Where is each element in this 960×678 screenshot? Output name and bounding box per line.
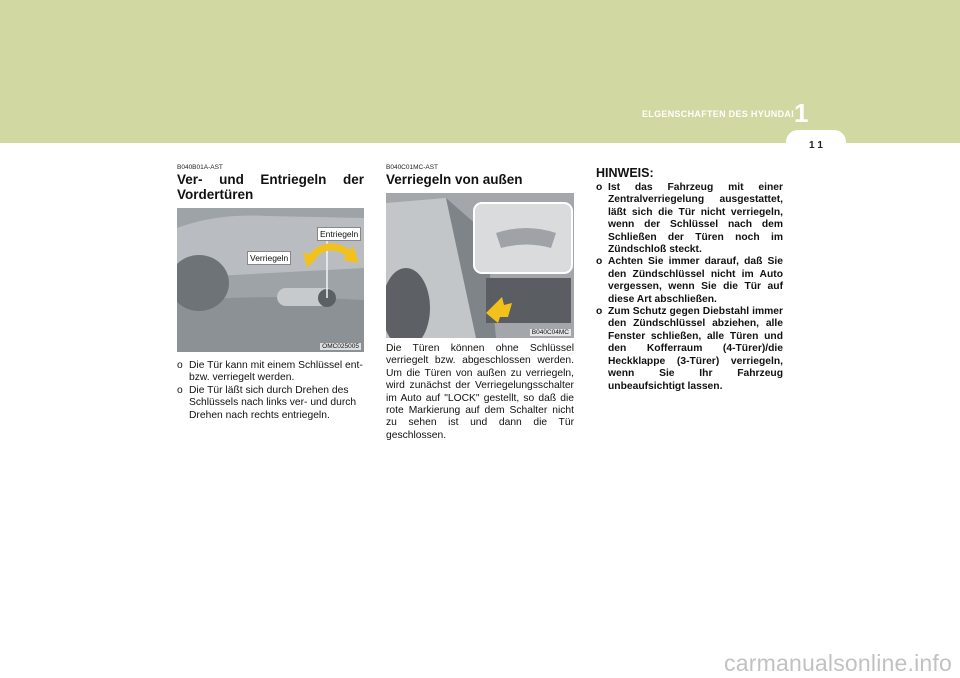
list-item: o Ist das Fahrzeug mit einer Zentralverriegelung ausgestattet, läßt sich die Tür nicht verriegeln, wenn der Schlüssel nach dem Schließen der Türen noch im Zündschloß steckt. <box>596 182 783 256</box>
note-title: HINWEIS: <box>596 166 654 180</box>
label-entriegeln: Entriegeln <box>317 227 361 241</box>
image-code: B040C04MC <box>531 329 569 336</box>
image-code: OMC025005 <box>322 343 359 350</box>
body-paragraph: Die Türen können ohne Schlüssel verriegelt bzw. abgeschlossen werden. Um die Türen von außen zu verriegeln, wird zunächst der Verriegelungsschalter im Auto auf "LOCK" gestellt, so daß die rote Markierung auf dem Schalter nicht zu sehen ist und dann die Tür geschlossen. <box>386 343 574 441</box>
section-code: B040B01A-AST <box>177 164 223 171</box>
bullet-list <box>177 360 364 422</box>
section-heading: Ver- und Entriegeln der Vordertüren <box>177 172 364 202</box>
column-front-doors <box>177 164 364 422</box>
door-lock-illustration <box>177 208 364 352</box>
page-number: 1 1 <box>809 140 823 151</box>
list-item: o Die Tür kann mit einem Schlüssel ent- bzw. verriegelt werden. <box>177 360 363 384</box>
list-item: o Zum Schutz gegen Diebstahl immer den Zündschlüssel abziehen, alle Fenster schließen, alle Türen und den Kofferraum (4-Türer)/die Heckklappe (3-Türer) verriegeln, wenn Sie Ihr Fahrzeug unbeaufsichtigt lassen. <box>596 306 783 392</box>
list-item: o Die Tür läßt sich durch Drehen des Schlüssels nach links ver- und durch Drehen nach rechts entriegeln. <box>177 384 357 421</box>
door-switch-image <box>386 193 574 338</box>
chapter-number: 1 <box>794 98 809 128</box>
section-code: B040C01MC-AST <box>386 164 439 171</box>
door-switch-illustration <box>386 193 574 338</box>
note-list <box>596 182 783 393</box>
section-title: ELGENSCHAFTEN DES HYUNDAI <box>641 109 794 119</box>
list-item: o Achten Sie immer darauf, daß Sie den Zündschlüssel nicht im Auto vergessen, wenn Sie die Tür auf diese Art abschließen. <box>596 256 783 305</box>
watermark: carmanualsonline.info <box>724 650 952 676</box>
column-lock-outside <box>386 164 574 442</box>
note-box <box>596 166 783 393</box>
label-verriegeln: Verriegeln <box>247 251 291 265</box>
section-heading: Verriegeln von außen <box>386 172 523 187</box>
